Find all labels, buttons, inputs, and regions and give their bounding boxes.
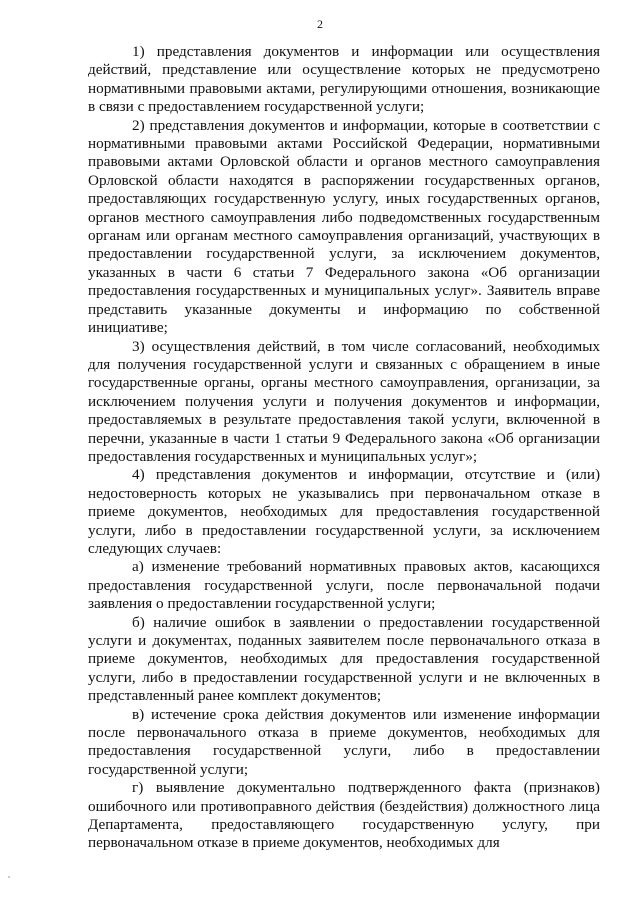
paragraph-4g: г) выявление документально подтвержденного факта (признаков) ошибочного или противоправного действия (бездействия) должностного лица Департамента, предоставляющего государственную услугу, при первоначальном отказе в приеме документов, необходимых для bbox=[88, 779, 600, 852]
document-body bbox=[88, 43, 600, 853]
paragraph-4b: б) наличие ошибок в заявлении о предоставлении государственной услуги и документах, поданных заявителем после первоначального отказа в приеме документов, необходимых для предоставления государственной услуги, либо в предоставлении государственной услуги и не включенных в представленный ранее комплект документов; bbox=[88, 613, 600, 705]
paragraph-4v: в) истечение срока действия документов или изменение информации после первоначального отказа в приеме документов, необходимых для предоставления государственной услуги, либо в предоставлении государственной услуги; bbox=[88, 705, 600, 778]
paragraph-4a: а) изменение требований нормативных правовых актов, касающихся предоставления государственной услуги, после первоначальной подачи заявления о предоставлении государственной услуги; bbox=[88, 558, 600, 613]
paragraph-2: 2) представления документов и информации, которые в соответствии с нормативными правовыми актами Российской Федерации, нормативными правовыми актами Орловской области и органов местного самоуправления Орловской области находятся в распоряжении государственных органов, предоставляющих государственную услугу, иных государственных органов, органов местного самоуправления либо подведомственных государственным органам или органам местного самоуправления организаций, участвующих в предоставлении государственной услуги, за исключением документов, указанных в части 6 статьи 7 Федерального закона «Об организации предоставления государственных и муниципальных услуг». Заявитель вправе представить указанные документы и информацию по собственной инициативе; bbox=[88, 116, 600, 337]
paragraph-4: 4) представления документов и информации, отсутствие и (или) недостоверность которых не указывались при первоначальном отказе в приеме документов, необходимых для предоставления государственной услуги, либо в предоставлении государственной услуги, за исключением следующих случаев: bbox=[88, 466, 600, 557]
scan-artifact bbox=[8, 876, 10, 878]
paragraph-1: 1) представления документов и информации или осуществления действий, представление или осуществление которых не предусмотрено нормативными правовыми актами, регулирующими отношения, возникающие в связи с предоставлением государственной услуги; bbox=[88, 43, 600, 116]
page-number: 2 bbox=[317, 17, 323, 31]
paragraph-3: 3) осуществления действий, в том числе согласований, необходимых для получения государственной услуги и связанных с обращением в иные государственные органы, органы местного самоуправления, организации, за исключением получения услуги и получения документов и информации, предоставляемых в результате предоставления такой услуги, включенной в перечни, указанные в части 1 статьи 9 Федерального закона «Об организации предоставления государственных и муниципальных услуг»; bbox=[88, 337, 600, 465]
